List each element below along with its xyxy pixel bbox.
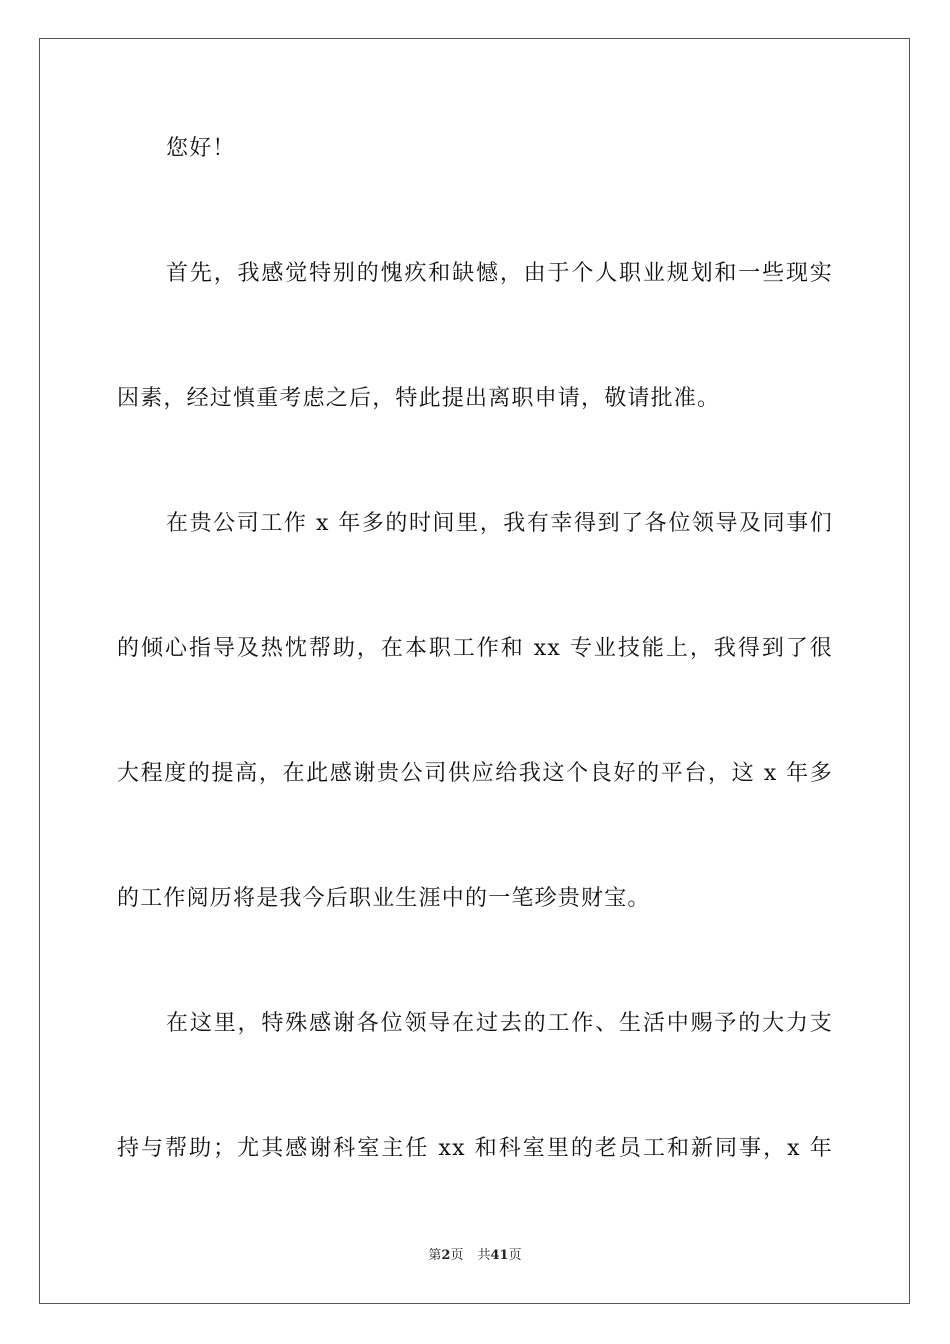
page-footer (0, 1247, 950, 1265)
paragraph-2-line-2: 的倾心指导及热忱帮助，在本职工作和 xx 专业技能上，我得到了很 (117, 636, 833, 661)
paragraph-2-line-3: 大程度的提高，在此感谢贵公司供应给我这个良好的平台，这 x 年多 (117, 761, 833, 786)
page-prefix: 第 (428, 1248, 442, 1263)
total-pages: 41 (490, 1248, 509, 1263)
paragraph-1-line-2: 因素，经过慎重考虑之后，特此提出离职申请，敬请批准。 (117, 386, 721, 411)
paragraph-2-line-4: 的工作阅历将是我今后职业生涯中的一笔珍贵财宝。 (117, 886, 651, 911)
page-border (39, 38, 910, 1304)
paragraph-1-line-1: 首先，我感觉特别的愧疚和缺憾，由于个人职业规划和一些现实 (166, 261, 833, 286)
page-number: 2 (441, 1248, 451, 1263)
page-suffix: 页 (450, 1248, 464, 1263)
greeting-line: 您好！ (166, 136, 236, 161)
paragraph-3-line-2: 持与帮助；尤其感谢科室主任 xx 和科室里的老员工和新同事，x 年 (117, 1136, 833, 1161)
paragraph-2-line-1: 在贵公司工作 x 年多的时间里，我有幸得到了各位领导及同事们 (166, 511, 833, 536)
total-suffix: 页 (508, 1248, 522, 1263)
total-prefix: 共 (477, 1248, 491, 1263)
paragraph-3-line-1: 在这里，特殊感谢各位领导在过去的工作、生活中赐予的大力支 (166, 1011, 833, 1036)
